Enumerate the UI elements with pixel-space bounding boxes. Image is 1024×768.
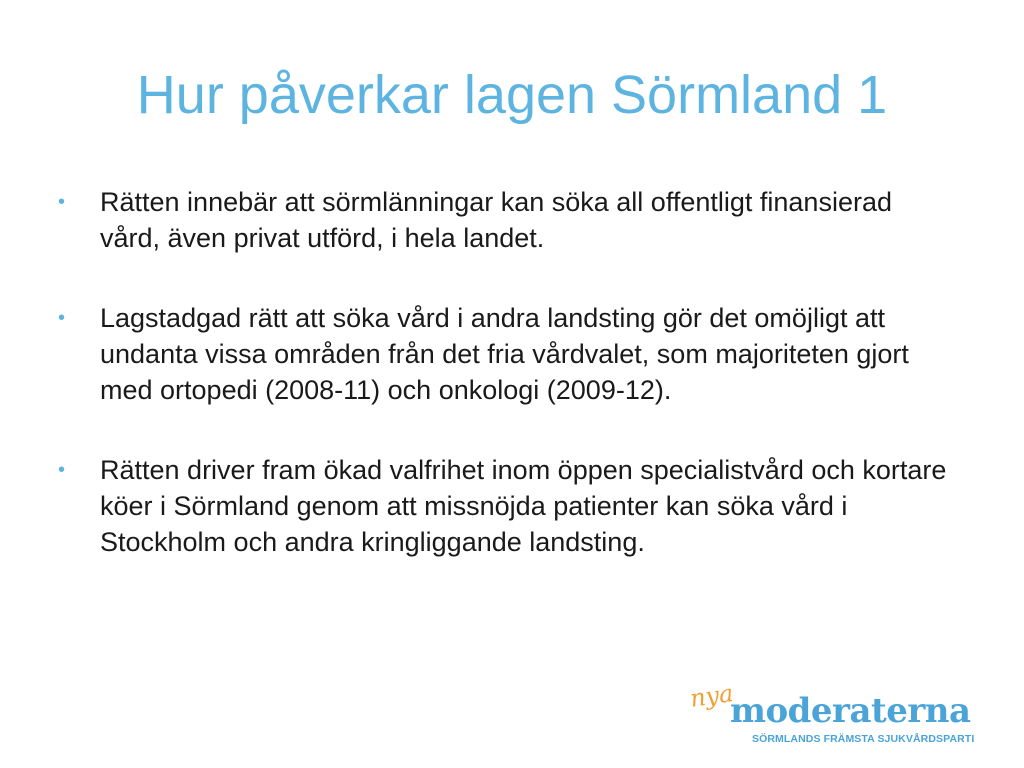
bullet-marker: • xyxy=(58,191,66,213)
bullet-text: Rätten driver fram ökad valfrihet inom öppen specialistvård och kortare köer i Sörmland genom att missnöjda patienter kan söka vård i Stockholm och andra kringliggande landsting. xyxy=(100,455,947,557)
bullet-marker: • xyxy=(58,459,66,481)
logo-tagline: SÖRMLANDS FRÄMSTA SJUKVÅRDSPARTI xyxy=(752,733,975,745)
slide-title: Hur påverkar lagen Sörmland 1 xyxy=(136,65,888,125)
bullet-text: Rätten innebär att sörmlänningar kan söka all offentligt finansierad vård, även privat utförd, i hela landet. xyxy=(100,187,892,253)
bullet-marker: • xyxy=(58,307,66,329)
moderaterna-logo xyxy=(688,679,1008,752)
bullet-text: Lagstadgad rätt att söka vård i andra landsting gör det omöjligt att undanta vissa områden från det fria vårdvalet, som majoriteten gjort med ortopedi (2008-11) och onkologi (2009-12). xyxy=(100,303,909,405)
logo-prefix: nya xyxy=(688,679,736,713)
bullet-item xyxy=(56,452,956,560)
bullet-item xyxy=(56,184,956,256)
logo-name: moderaterna xyxy=(730,691,971,731)
bullet-list xyxy=(56,184,956,560)
bullet-item xyxy=(56,300,956,408)
